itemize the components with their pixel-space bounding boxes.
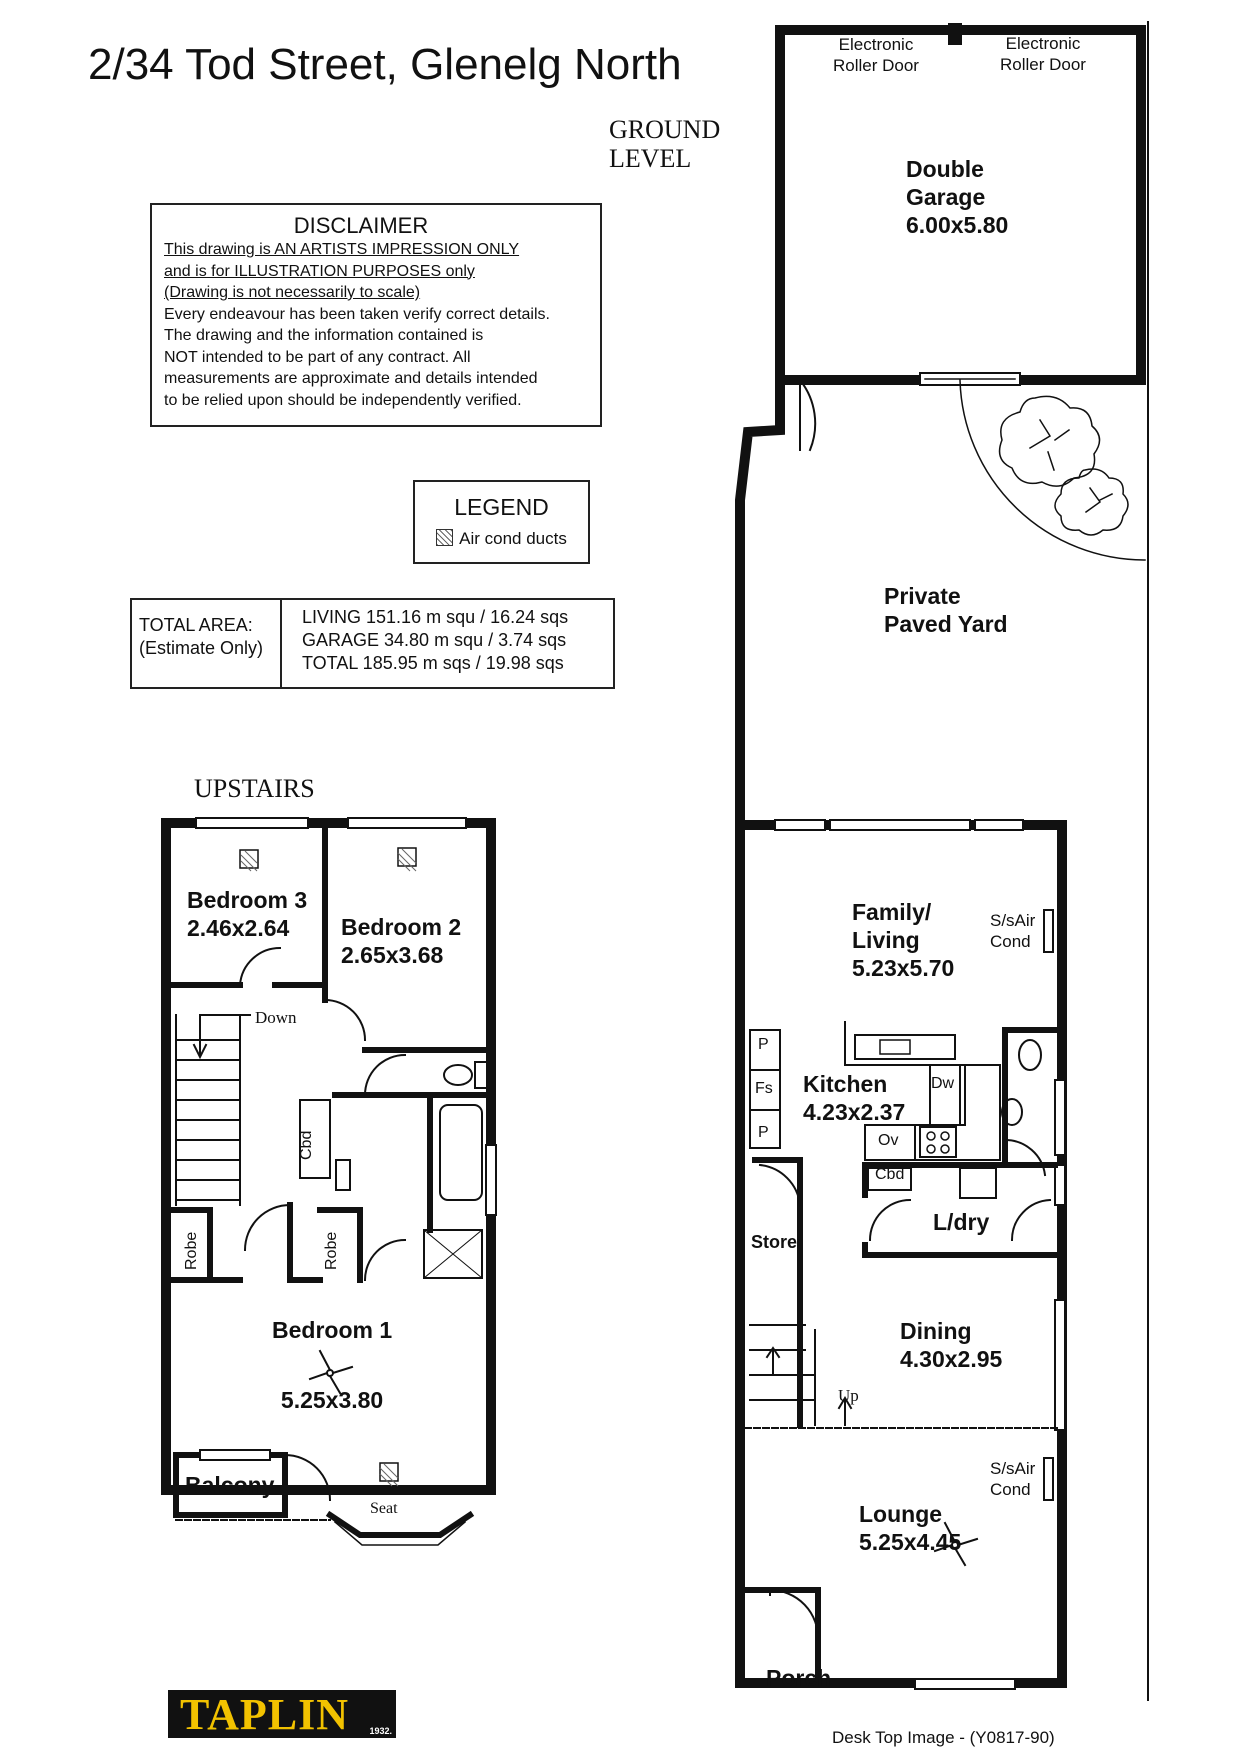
label-line: Roller Door	[1000, 55, 1086, 74]
roller-door-right-label	[1000, 33, 1086, 75]
label-line: Cond	[990, 1480, 1031, 1499]
room-line: Private	[884, 583, 961, 609]
legend-item	[415, 529, 588, 549]
disclaimer-line: Every endeavour has been taken verify correct details.	[164, 305, 550, 323]
room-line: Dining	[900, 1318, 972, 1344]
room-kitchen	[803, 1070, 905, 1126]
stairs-down-label: Down	[255, 1008, 297, 1027]
room-line: 5.25x4.45	[859, 1529, 962, 1555]
room-line: 5.23x5.70	[852, 955, 955, 981]
room-line: Bedroom 3	[187, 887, 308, 913]
oven-label: Ov	[878, 1132, 899, 1149]
ss-air-cond-family	[990, 910, 1035, 952]
room-line: 2.65x3.68	[341, 942, 444, 968]
room-line: 6.00x5.80	[906, 212, 1009, 238]
room-bedroom-1	[272, 1316, 392, 1414]
roller-door-left-label	[833, 34, 919, 76]
legend-item-label: Air cond ducts	[459, 529, 567, 548]
room-line: 4.30x2.95	[900, 1346, 1003, 1372]
room-line: Paved Yard	[884, 611, 1008, 637]
disclaimer-line: to be relied upon should be independently verified.	[164, 391, 522, 409]
room-line: Garage	[906, 184, 986, 210]
room-line: Kitchen	[803, 1071, 888, 1097]
room-bedroom-3	[187, 886, 307, 942]
room-laundry: L/dry	[933, 1209, 990, 1235]
room-lounge	[859, 1500, 961, 1556]
room-line: Bedroom 1	[272, 1317, 393, 1343]
fridge-space-label: Fs	[755, 1080, 773, 1097]
disclaimer-line: The drawing and the information contained is	[164, 327, 484, 344]
legend-heading: LEGEND	[454, 494, 549, 520]
label-line: Cond	[990, 932, 1031, 951]
logo-text: TAPLIN	[180, 1690, 349, 1739]
cupboard-label: Cbd	[875, 1166, 905, 1183]
room-balcony: Balcony	[185, 1472, 275, 1498]
room-double-garage	[906, 155, 1008, 239]
room-line: Lounge	[859, 1501, 943, 1527]
ground-level-label	[609, 115, 720, 173]
pantry-label: P	[758, 1124, 769, 1141]
total-area-label-line: TOTAL AREA:	[139, 615, 253, 635]
bay-seat-label: Seat	[370, 1500, 398, 1517]
room-family-living	[852, 898, 954, 982]
label-line: Electronic	[1005, 34, 1081, 53]
pantry-label: P	[758, 1036, 769, 1053]
stairs-up-label: Up	[838, 1386, 859, 1405]
image-credit: Desk Top Image - (Y0817-90)	[832, 1728, 1055, 1747]
room-line: Family/	[852, 899, 932, 925]
room-private-yard	[884, 582, 1008, 638]
upstairs-cupboard-label: Cbd	[298, 1130, 315, 1160]
room-porch: Porch	[766, 1665, 832, 1691]
level-label-line: GROUND	[609, 115, 721, 144]
property-address-title: 2/34 Tod Street, Glenelg North	[88, 40, 682, 89]
trees	[1000, 396, 1128, 535]
total-area-label-line: (Estimate Only)	[139, 638, 264, 658]
area-row-garage: GARAGE 34.80 m squ / 3.74 sqs	[302, 630, 567, 650]
room-bedroom-2	[341, 913, 461, 969]
yard-wall	[740, 380, 780, 825]
upstairs-label: UPSTAIRS	[194, 774, 315, 803]
level-label-line: LEVEL	[609, 144, 692, 173]
total-area-values	[284, 600, 568, 675]
room-line: 2.46x2.64	[187, 915, 290, 941]
label-line: S/sAir	[990, 911, 1036, 930]
room-line: 5.25x3.80	[280, 1387, 384, 1413]
logo-year: 1932.	[369, 1726, 392, 1736]
room-store: Store	[751, 1232, 798, 1252]
label-line: Roller Door	[833, 56, 919, 75]
disclaimer-line: measurements are approximate and details intended	[164, 370, 538, 387]
label-line: S/sAir	[990, 1459, 1036, 1478]
room-line: Living	[852, 927, 920, 953]
area-row-living: LIVING 151.16 m squ / 16.24 sqs	[302, 607, 569, 627]
taplin-logo	[168, 1690, 396, 1738]
disclaimer-heading: DISCLAIMER	[293, 213, 429, 238]
dishwasher-label: Dw	[931, 1075, 955, 1092]
total-area-label	[132, 600, 282, 687]
room-line: 4.23x2.37	[803, 1099, 906, 1125]
area-row-total: TOTAL 185.95 m sqs / 19.98 sqs	[302, 653, 564, 673]
disclaimer-line: (Drawing is not necessarily to scale)	[164, 284, 421, 301]
room-dining	[900, 1317, 1002, 1373]
disclaimer-line: and is for ILLUSTRATION PURPOSES only	[164, 262, 475, 280]
room-line: Bedroom 2	[341, 914, 462, 940]
total-area-box	[130, 598, 615, 689]
disclaimer-line: This drawing is AN ARTISTS IMPRESSION ONLY	[164, 241, 520, 258]
legend-box	[413, 480, 590, 564]
robe-label: Robe	[183, 1231, 200, 1270]
label-line: Electronic	[838, 35, 914, 54]
air-duct-icon	[436, 529, 453, 546]
room-line: Double	[906, 156, 984, 182]
ss-air-cond-lounge	[990, 1458, 1035, 1500]
garage-door-swing	[800, 380, 815, 450]
robe-label: Robe	[323, 1231, 340, 1270]
disclaimer-line: NOT intended to be part of any contract. All	[164, 348, 471, 366]
disclaimer-box	[150, 203, 602, 427]
